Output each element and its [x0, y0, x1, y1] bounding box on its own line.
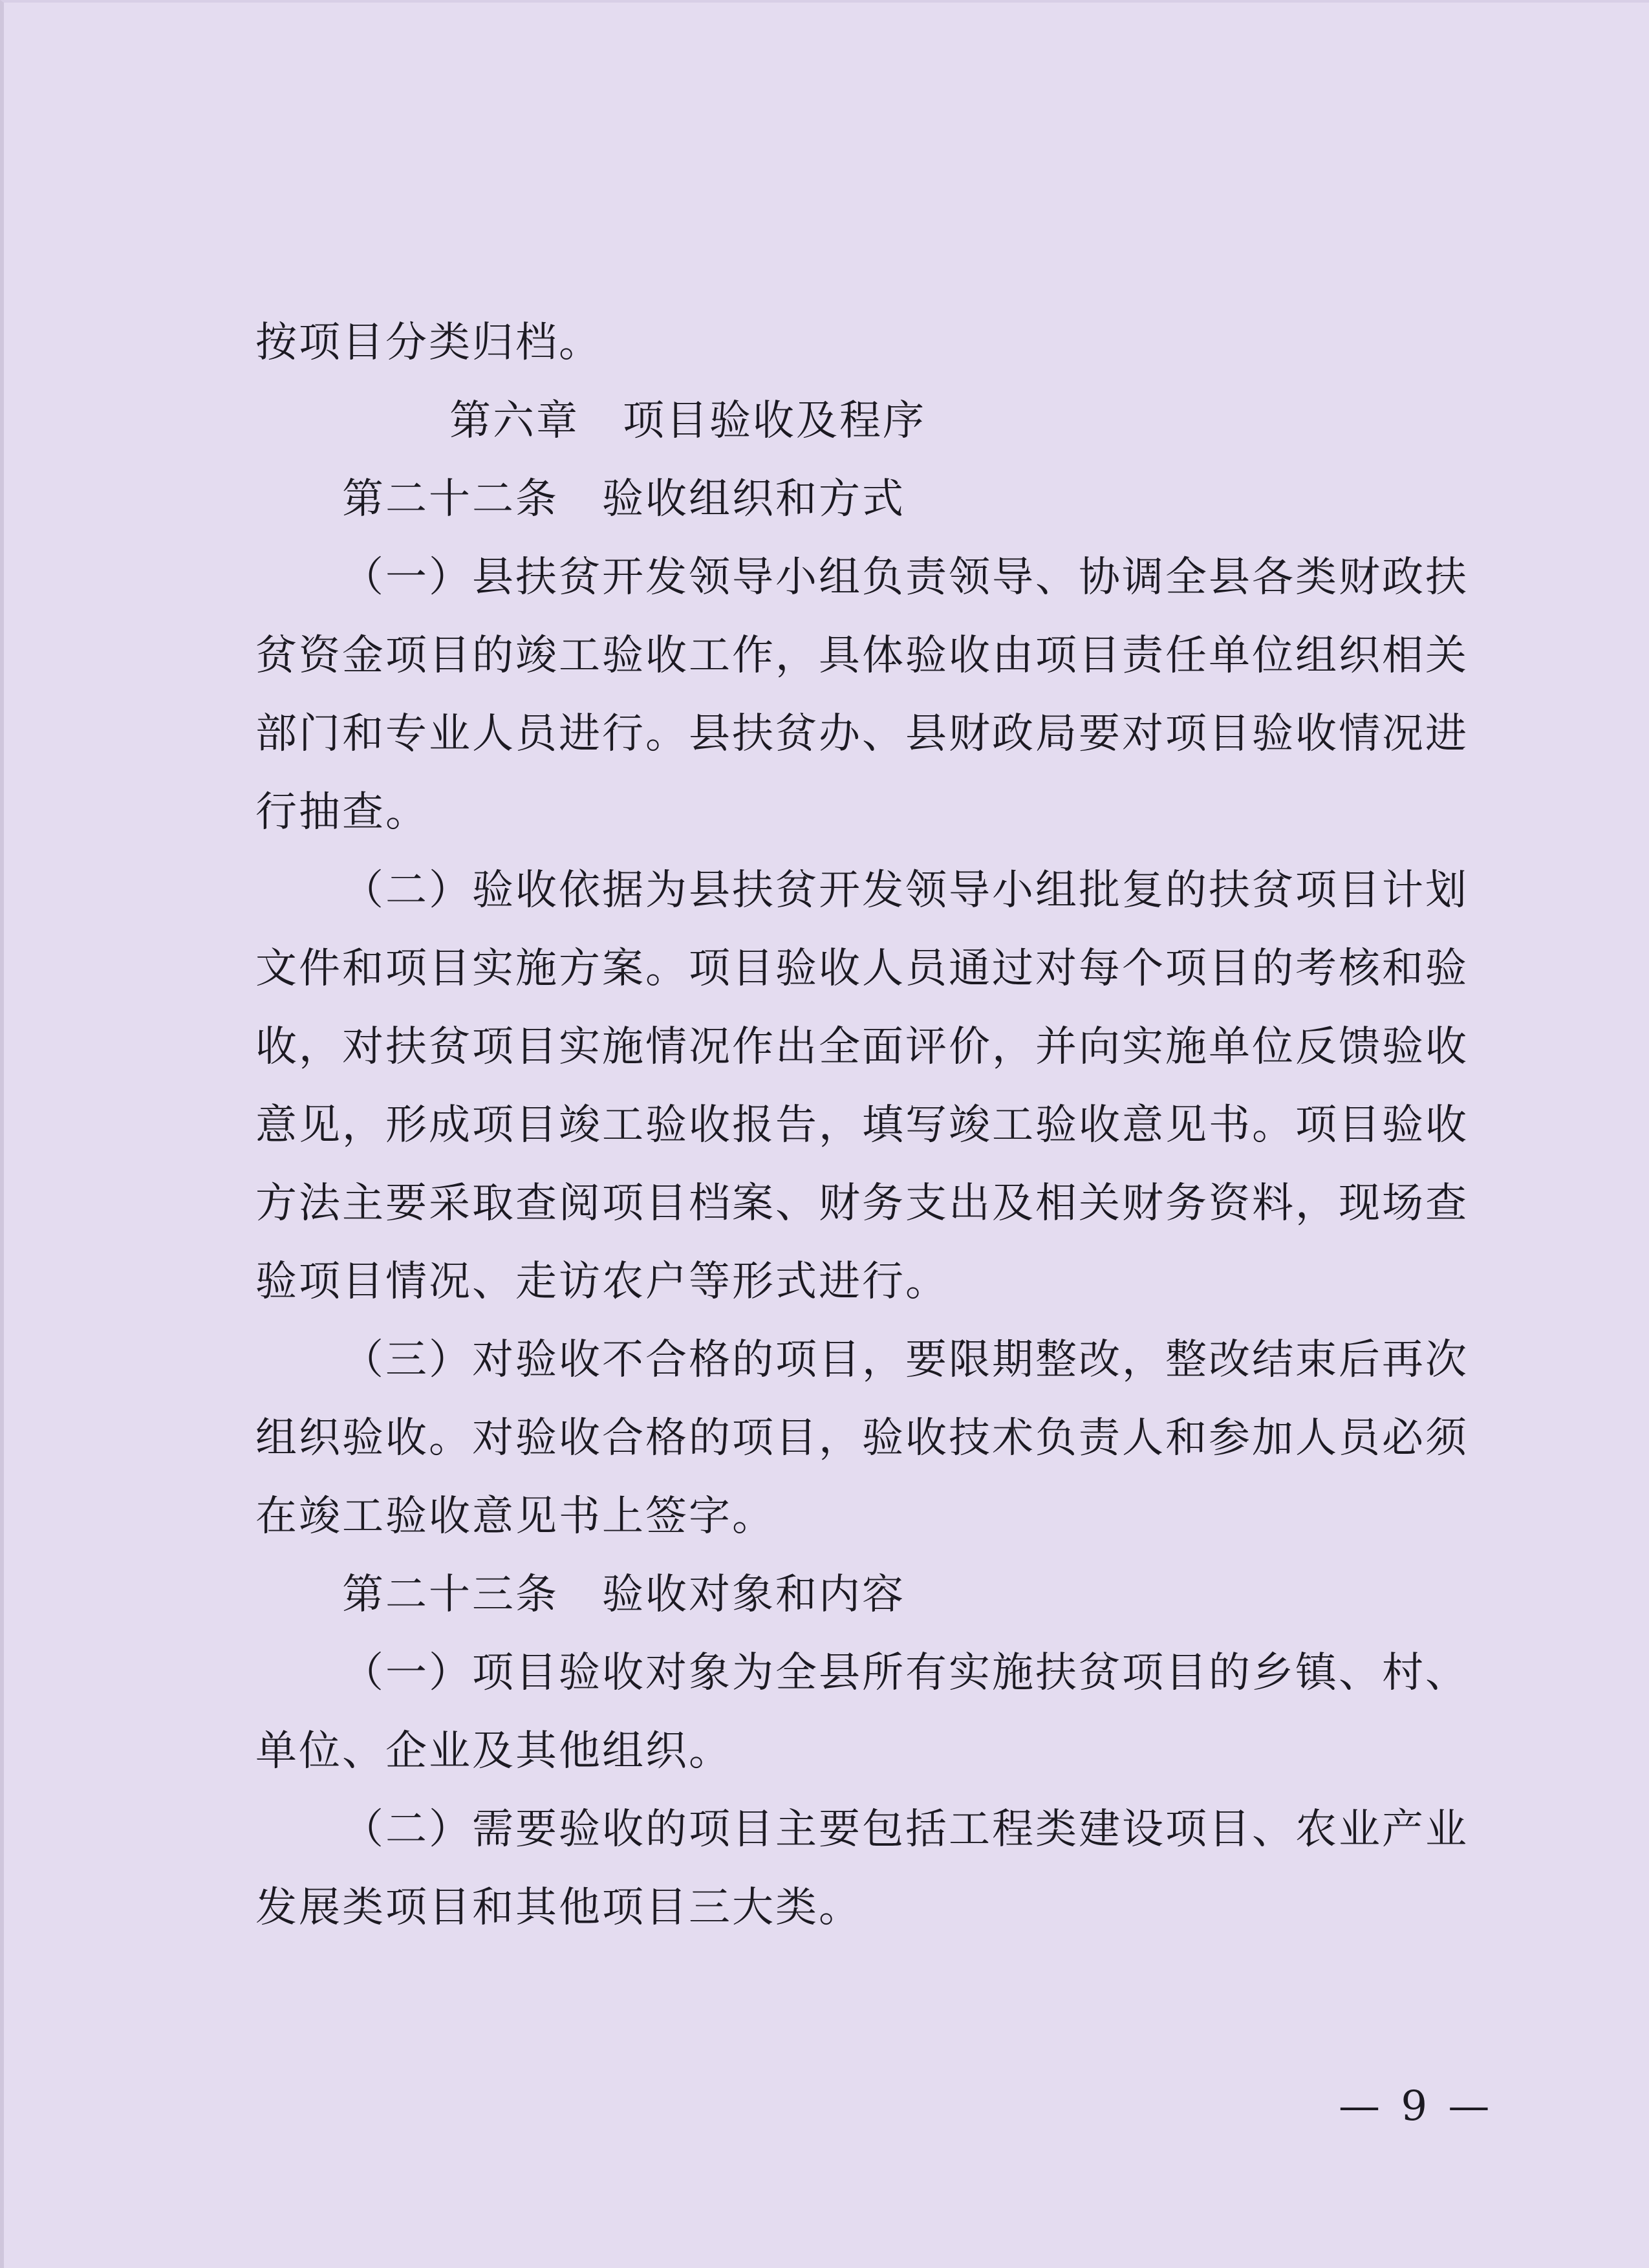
text-line: 发展类项目和其他项目三大类。 — [255, 1884, 862, 1932]
page-number: — 9 — — [1339, 2082, 1494, 2130]
text-line: 在竣工验收意见书上签字。 — [255, 1493, 775, 1540]
text-line: 行抽查。 — [255, 788, 429, 836]
text-line: 方法主要采取查阅项目档案、财务支出及相关财务资料，现场查 — [255, 1180, 1469, 1227]
chapter-heading: 第六章 项目验收及程序 — [449, 397, 926, 445]
text-line: 收，对扶贫项目实施情况作出全面评价，并向实施单位反馈验收 — [255, 1023, 1469, 1071]
text-line: 部门和专业人员进行。县扶贫办、县财政局要对项目验收情况进 — [255, 710, 1469, 758]
text-line: 组织验收。对验收合格的项目，验收技术负责人和参加人员必须 — [255, 1414, 1469, 1462]
document-body — [255, 304, 1469, 1947]
text-line: 单位、企业及其他组织。 — [255, 1727, 732, 1775]
paragraph-first-line: （三）对验收不合格的项目，要限期整改，整改结束后再次 — [342, 1336, 1469, 1384]
text-line: 贫资金项目的竣工验收工作，具体验收由项目责任单位组织相关 — [255, 632, 1469, 680]
article-heading: 第二十二条 验收组织和方式 — [342, 475, 905, 523]
text-line: 验项目情况、走访农户等形式进行。 — [255, 1258, 949, 1306]
paragraph-first-line: （一）项目验收对象为全县所有实施扶贫项目的乡镇、村、 — [342, 1649, 1469, 1697]
text-line: 意见，形成项目竣工验收报告，填写竣工验收意见书。项目验收 — [255, 1101, 1469, 1149]
paragraph-first-line: （一）县扶贫开发领导小组负责领导、协调全县各类财政扶 — [342, 554, 1469, 601]
text-line: 文件和项目实施方案。项目验收人员通过对每个项目的考核和验 — [255, 945, 1469, 993]
paragraph-first-line: （二）验收依据为县扶贫开发领导小组批复的扶贫项目计划 — [342, 867, 1469, 914]
paragraph-first-line: （二）需要验收的项目主要包括工程类建设项目、农业产业 — [342, 1806, 1469, 1853]
article-heading: 第二十三条 验收对象和内容 — [342, 1571, 905, 1619]
text-line: 按项目分类归档。 — [255, 319, 602, 367]
